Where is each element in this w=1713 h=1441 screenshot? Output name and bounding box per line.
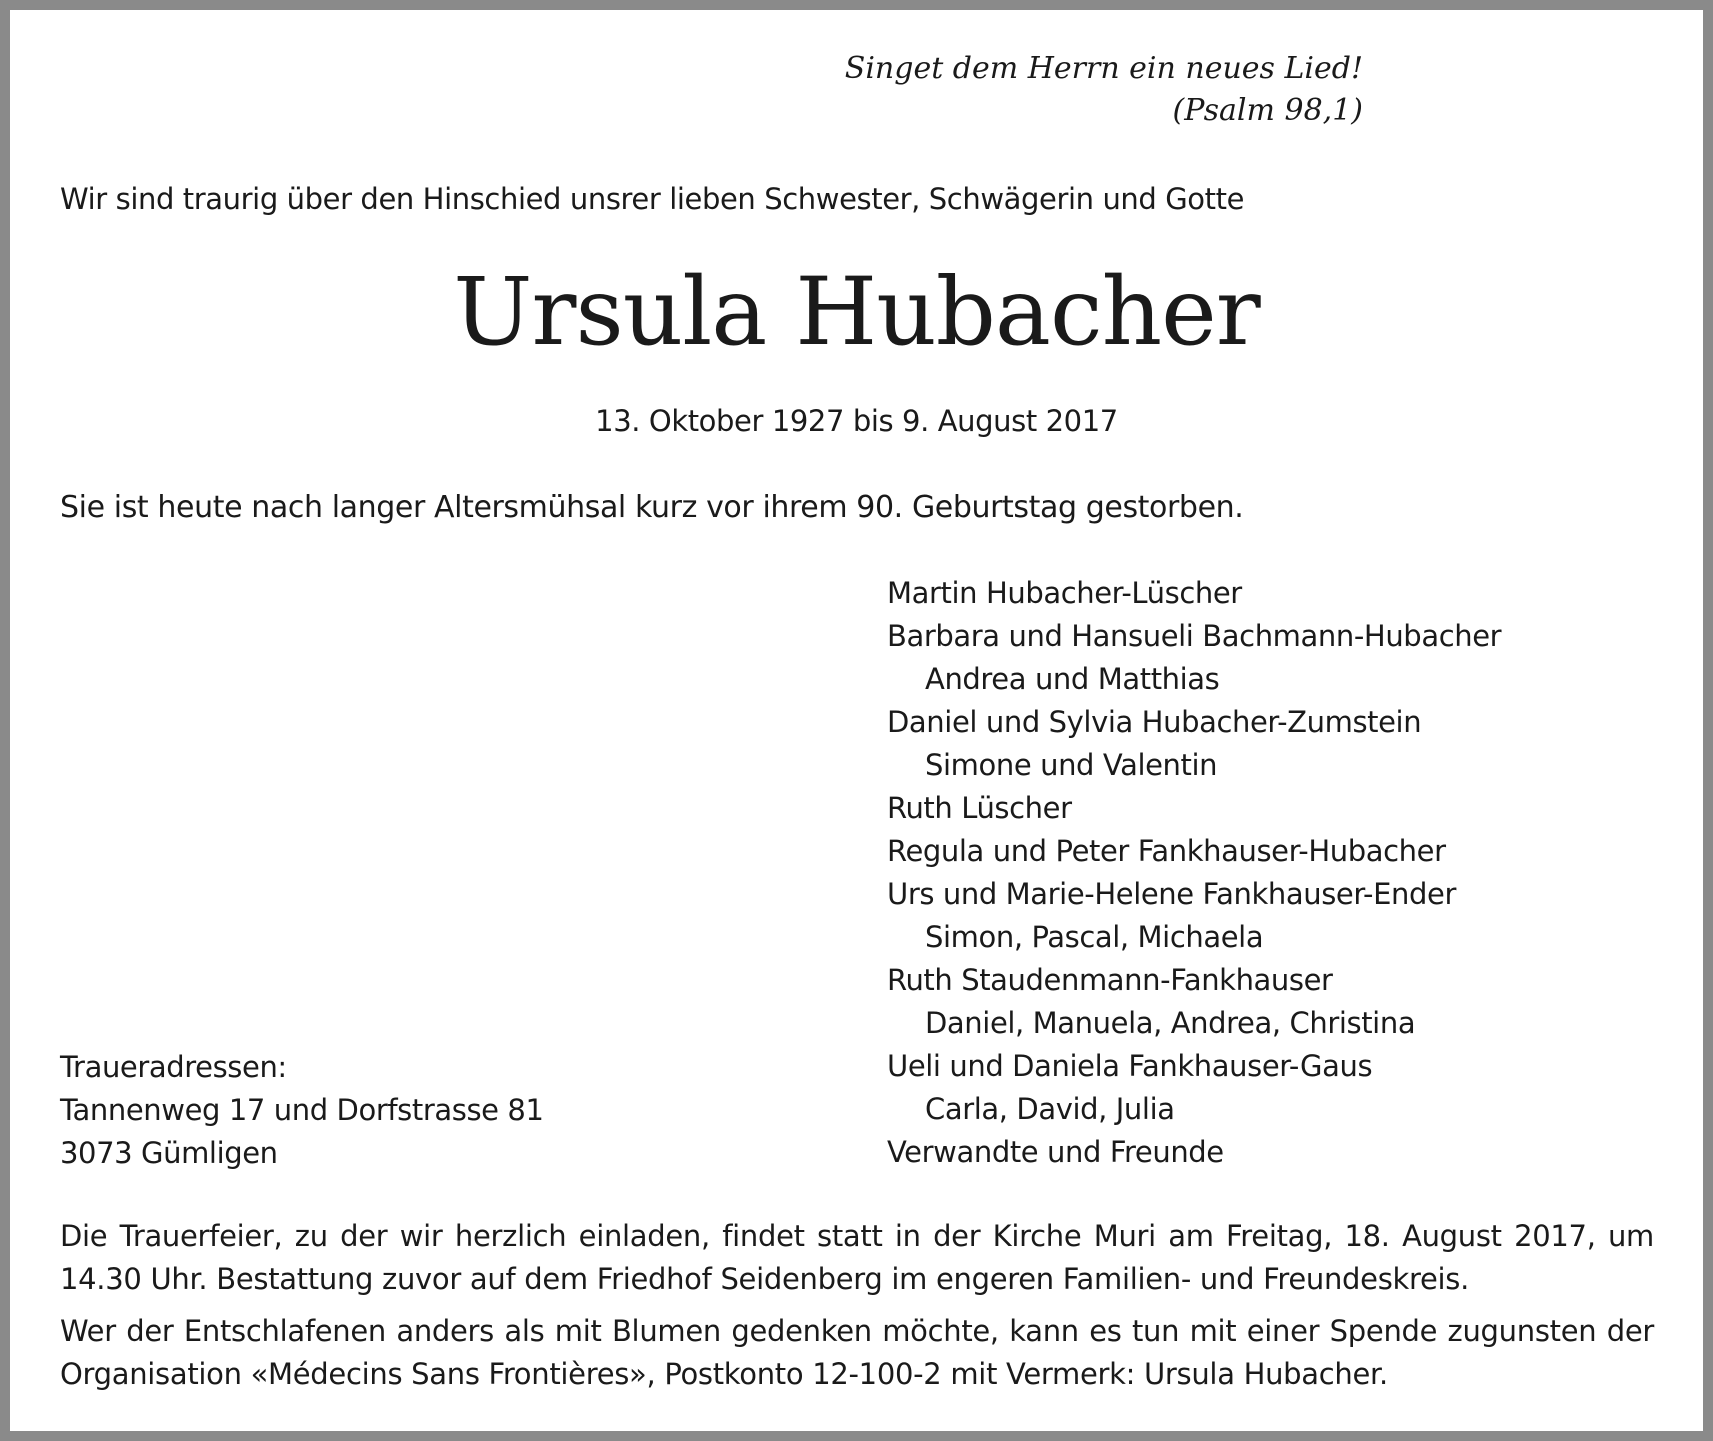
bible-verse bbox=[845, 48, 1363, 132]
mourner-line: Urs und Marie-Helene Fankhauser-Ender bbox=[887, 877, 1456, 911]
mourner-line: Regula und Peter Fankhauser-Hubacher bbox=[887, 834, 1446, 868]
mourner-line: Ruth Staudenmann-Fankhauser bbox=[887, 963, 1333, 997]
verse-reference: (Psalm 98,1) bbox=[1172, 93, 1363, 128]
address-city: 3073 Gümligen bbox=[60, 1136, 278, 1170]
mourner-line: Ueli und Daniela Fankhauser-Gaus bbox=[887, 1049, 1373, 1083]
mourner-line: Ruth Lüscher bbox=[887, 791, 1072, 825]
mourner-children-line: Andrea und Matthias bbox=[925, 662, 1220, 696]
address-label: Traueradressen: bbox=[60, 1050, 287, 1084]
mourning-address bbox=[60, 1046, 544, 1175]
mourner-line: Martin Hubacher-Lüscher bbox=[887, 576, 1242, 610]
mourner-children-line: Daniel, Manuela, Andrea, Christina bbox=[925, 1006, 1416, 1040]
mourner-children-line: Carla, David, Julia bbox=[925, 1092, 1175, 1126]
death-statement: Sie ist heute nach langer Altersmühsal kurz vor ihrem 90. Geburtstag gestorben. bbox=[60, 490, 1244, 525]
mourner-children-line: Simon, Pascal, Michaela bbox=[925, 920, 1264, 954]
funeral-service-text: Die Trauerfeier, zu der wir herzlich einladen, findet statt in der Kirche Muri am Freitag, 18. August 2017, um 14.30 Uhr. Bestattung zuvor auf dem Friedhof Seidenberg im engeren Familien- und Freundeskreis. bbox=[60, 1219, 1654, 1296]
mourner-line: Daniel und Sylvia Hubacher-Zumstein bbox=[887, 705, 1422, 739]
obituary-notice bbox=[10, 10, 1703, 1431]
donation-text: Wer der Entschlafenen anders als mit Blumen gedenken möchte, kann es tun mit einer Spende zugunsten der Organisation «Médecins Sans Frontières», Postkonto 12-100-2 mit Vermerk: Ursula Hubacher. bbox=[60, 1314, 1654, 1391]
mourner-line: Barbara und Hansueli Bachmann-Hubacher bbox=[887, 619, 1502, 653]
deceased-name: Ursula Hubacher bbox=[453, 258, 1260, 367]
page-frame bbox=[10, 10, 1703, 1431]
address-street: Tannenweg 17 und Dorfstrasse 81 bbox=[60, 1093, 544, 1127]
mourner-line: Verwandte und Freunde bbox=[887, 1135, 1224, 1169]
mourners-list bbox=[887, 572, 1501, 1174]
intro-text: Wir sind traurig über den Hinschied unsrer lieben Schwester, Schwägerin und Gotte bbox=[60, 182, 1245, 216]
life-dates: 13. Oktober 1927 bis 9. August 2017 bbox=[595, 404, 1118, 438]
mourner-children-line: Simone und Valentin bbox=[925, 748, 1218, 782]
verse-text: Singet dem Herrn ein neues Lied! bbox=[844, 51, 1363, 86]
